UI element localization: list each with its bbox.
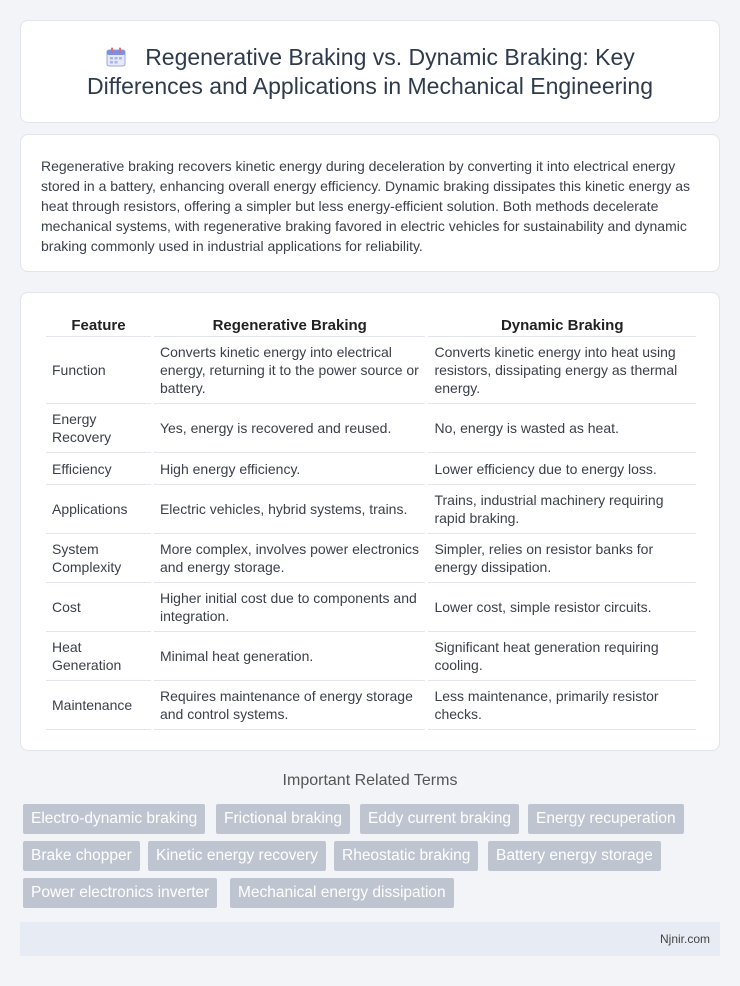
page-title-text: Regenerative Braking vs. Dynamic Braking: Key Differences and Applications in Mechanical Engineering [87,43,653,99]
header-regenerative: Regenerative Braking [154,313,426,337]
feature-cell: Energy Recovery [46,404,151,453]
related-term-tag[interactable]: Rheostatic braking [334,841,478,871]
related-term-tag[interactable]: Power electronics inverter [23,878,217,908]
table-header-row [46,313,696,337]
feature-cell: Cost [46,583,151,632]
related-term-tag[interactable]: Mechanical energy dissipation [230,878,454,908]
related-term-tag[interactable]: Electro-dynamic braking [23,804,205,834]
dynamic-cell: Lower efficiency due to energy loss. [428,453,696,485]
regenerative-cell: Electric vehicles, hybrid systems, trains. [154,485,426,534]
regenerative-cell: Yes, energy is recovered and reused. [154,404,426,453]
regenerative-cell: Higher initial cost due to components and integration. [154,583,426,632]
feature-cell: Applications [46,485,151,534]
title-card [20,20,720,123]
table-row [46,632,696,681]
feature-cell: Maintenance [46,681,151,730]
related-term-tag[interactable]: Eddy current braking [360,804,519,834]
regenerative-cell: High energy efficiency. [154,453,426,485]
intro-paragraph: Regenerative braking recovers kinetic energy during deceleration by converting it into electrical energy stored in a battery, enhancing overall energy efficiency. Dynamic braking dissipates this kinetic energy as heat through resistors, offering a simpler but less energy-efficient solution. Both methods decelerate mechanical systems, with regenerative braking favored in electric vehicles for sustainability and dynamic braking commonly used in industrial applications for reliability. [41,158,691,254]
regenerative-cell: Converts kinetic energy into electrical energy, returning it to the power source or battery. [154,337,426,404]
regenerative-cell: More complex, involves power electronics and energy storage. [154,534,426,583]
related-term-tag[interactable]: Brake chopper [23,841,140,871]
table-row [46,404,696,453]
regenerative-cell: Minimal heat generation. [154,632,426,681]
header-feature: Feature [46,313,151,337]
intro-card [20,134,720,272]
table-row [46,681,696,730]
dynamic-cell: Significant heat generation requiring cooling. [428,632,696,681]
dynamic-cell: Simpler, relies on resistor banks for energy dissipation. [428,534,696,583]
comparison-table [43,313,699,730]
footer [20,922,720,956]
header-dynamic: Dynamic Braking [428,313,696,337]
feature-cell: Heat Generation [46,632,151,681]
regenerative-cell: Requires maintenance of energy storage and control systems. [154,681,426,730]
dynamic-cell: Less maintenance, primarily resistor checks. [428,681,696,730]
related-term-tag[interactable]: Battery energy storage [488,841,661,871]
page-title [51,43,689,101]
related-term-tag[interactable]: Kinetic energy recovery [148,841,326,871]
dynamic-cell: Trains, industrial machinery requiring rapid braking. [428,485,696,534]
related-term-tag[interactable]: Frictional braking [216,804,350,834]
footer-site[interactable]: Njnir.com [659,932,710,946]
comparison-table-card [20,292,720,751]
dynamic-cell: Converts kinetic energy into heat using resistors, dissipating energy as thermal energy. [428,337,696,404]
calendar-icon [105,46,127,68]
dynamic-cell: Lower cost, simple resistor circuits. [428,583,696,632]
feature-cell: Efficiency [46,453,151,485]
table-row [46,485,696,534]
table-row [46,453,696,485]
related-terms-title: Important Related Terms [282,772,458,789]
related-term-tag[interactable]: Energy recuperation [528,804,684,834]
feature-cell: System Complexity [46,534,151,583]
table-row [46,337,696,404]
feature-cell: Function [46,337,151,404]
table-row [46,534,696,583]
table-row [46,583,696,632]
dynamic-cell: No, energy is wasted as heat. [428,404,696,453]
